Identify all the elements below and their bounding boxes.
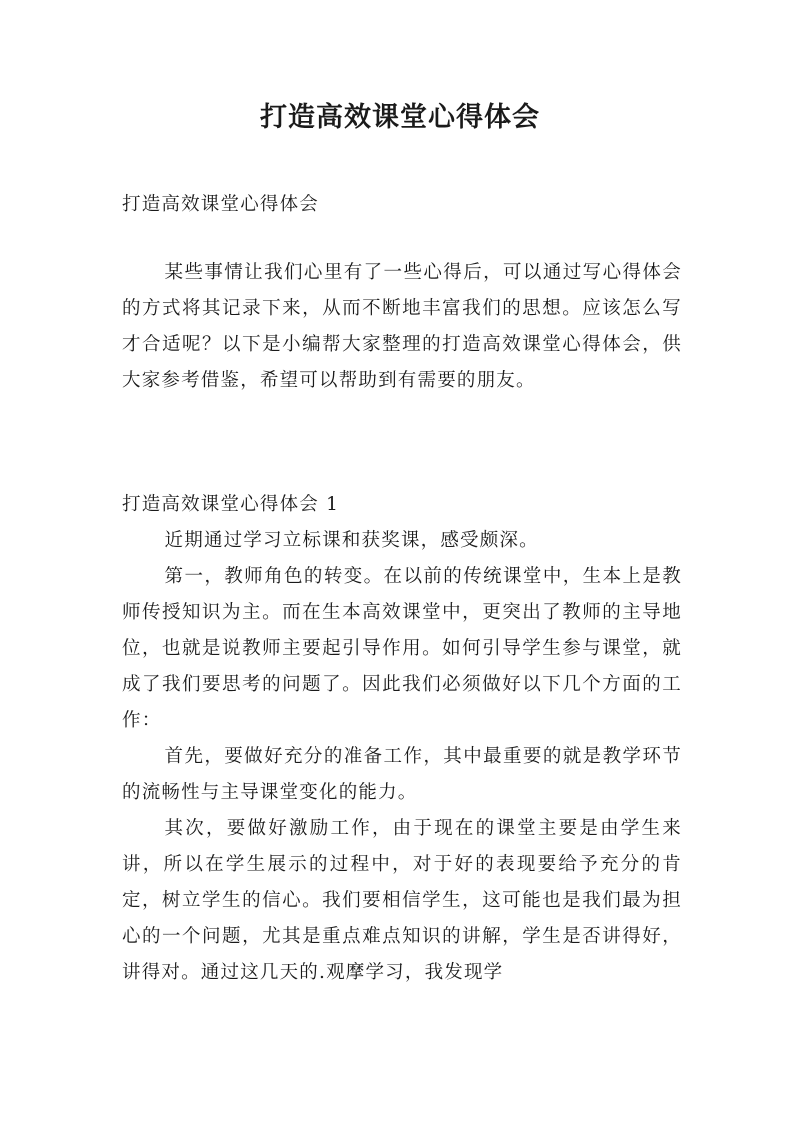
intro-paragraph: 某些事情让我们心里有了一些心得后，可以通过写心得体会的方式将其记录下来，从而不断地丰富我们的思想。应该怎么写才合适呢？以下是小编帮大家整理的打造高效课堂心得体会，供大家参考借鉴，希望可以帮助到有需要的朋友。 bbox=[122, 262, 682, 391]
document-subtitle: 打造高效课堂心得体会 bbox=[122, 194, 320, 215]
body-paragraph: 首先，要做好充分的准备工作，其中最重要的就是教学环节的流畅性与主导课堂变化的能力。 bbox=[122, 746, 682, 803]
body-paragraph: 其次，要做好激励工作，由于现在的课堂主要是由学生来讲，所以在学生展示的过程中，对于好的表现要给予充分的肯定，树立学生的信心。我们要相信学生，这可能也是我们最为担心的一个问题，尤其是重点难点知识的讲解，学生是否讲得好，讲得对。通过这几天的.观摩学习，我发现学 bbox=[122, 818, 682, 983]
section-heading: 打造高效课堂心得体会 1 bbox=[122, 494, 340, 515]
body-paragraph: 第一，教师角色的转变。在以前的传统课堂中，生本上是教师传授知识为主。而在生本高效课堂中，更突出了教师的主导地位，也就是说教师主要起引导作用。如何引导学生参与课堂，就成了我们要思考的问题了。因此我们必须做好以下几个方面的工作： bbox=[122, 566, 682, 731]
document-subtitle-block bbox=[122, 187, 682, 223]
document-title: 打造高效课堂心得体会 bbox=[260, 102, 540, 133]
section-1 bbox=[122, 487, 682, 991]
body-paragraph: 近期通过学习立标课和获奖课，感受颇深。 bbox=[164, 530, 539, 551]
intro-block bbox=[122, 255, 682, 399]
